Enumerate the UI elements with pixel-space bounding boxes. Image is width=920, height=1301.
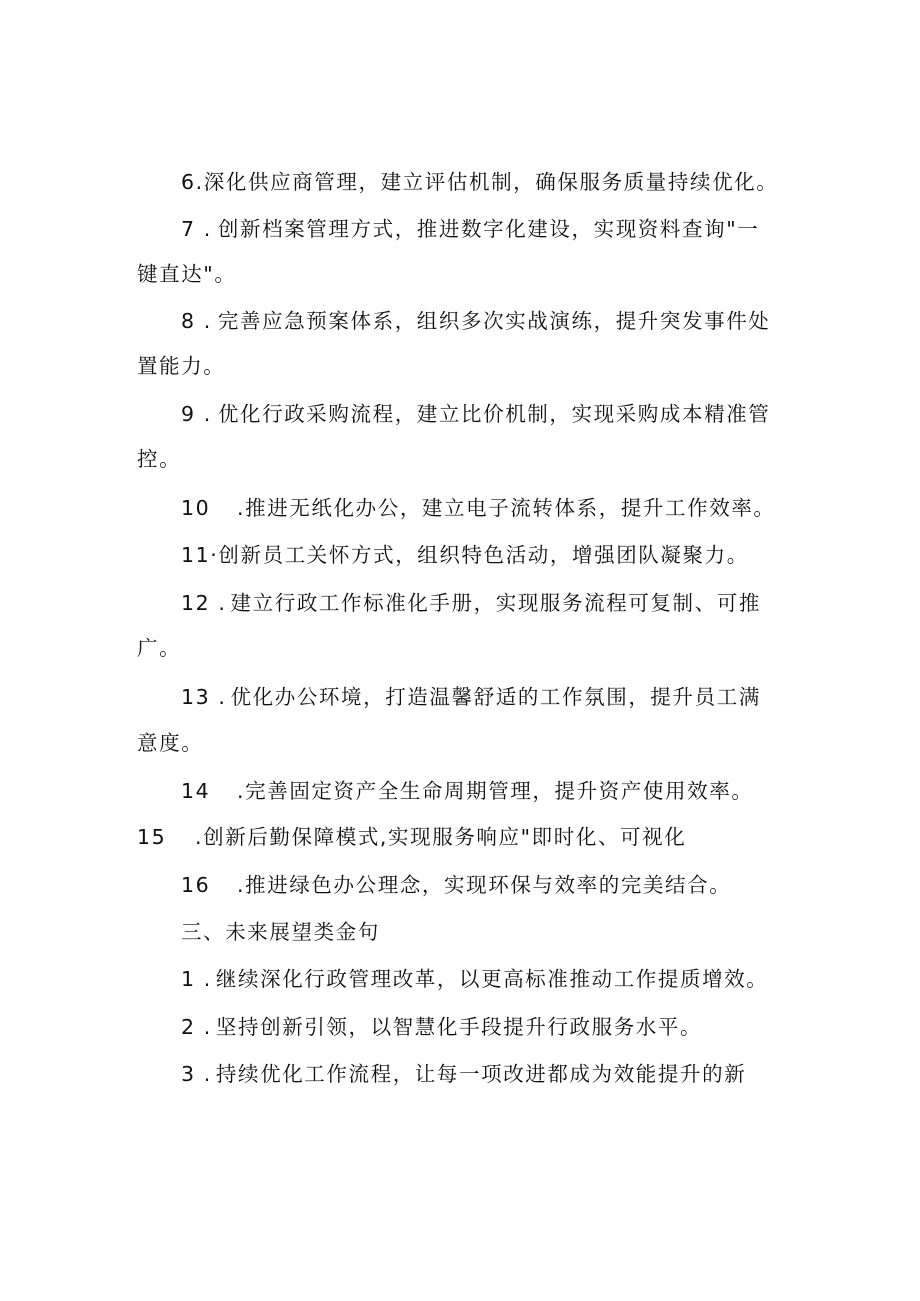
item-number: 14 <box>181 779 211 803</box>
item-number: 13 . <box>181 685 227 709</box>
list-item-9 <box>181 400 770 428</box>
list-item-12 <box>181 589 761 617</box>
item-number: 10 <box>181 496 211 520</box>
item-number: 7 . <box>181 217 212 241</box>
item-text: 广。 <box>137 636 182 660</box>
item-text: 创新员工关怀方式，组织特色活动，增强团队凝聚力。 <box>218 543 749 567</box>
item-number: 3 . <box>181 1062 212 1086</box>
list-item-13-continuation <box>137 729 203 757</box>
item-text: .推进绿色办公理念，实现环保与效率的完美结合。 <box>237 873 732 897</box>
item-text: .创新后勤保障模式,实现服务响应"即时化、可视化 <box>195 825 687 849</box>
item-text: 继续深化行政管理改革，以更高标准推动工作提质增效。 <box>215 967 769 991</box>
item-text: 坚持创新引领，以智慧化手段提升行政服务水平。 <box>215 1015 703 1039</box>
item-number: 9 . <box>181 402 212 426</box>
list-item-15 <box>137 823 686 851</box>
item-text: 创新档案管理方式，推进数字化建设，实现资料查询"一 <box>217 217 760 241</box>
list-item-10 <box>181 494 776 522</box>
item-text: 控。 <box>137 447 182 471</box>
future-item-1 <box>181 965 768 993</box>
future-item-2 <box>181 1013 702 1041</box>
item-text: 置能力。 <box>137 354 226 378</box>
list-item-6 <box>181 168 778 196</box>
list-item-11 <box>181 541 749 569</box>
item-text: .完善固定资产全生命周期管理，提升资产使用效率。 <box>237 779 754 803</box>
list-item-13 <box>181 683 761 711</box>
item-number: 6. <box>181 170 204 194</box>
item-text: 优化办公环境，打造温馨舒适的工作氛围，提升员工满 <box>230 685 761 709</box>
list-item-7 <box>181 215 759 243</box>
item-number: 1 . <box>181 967 212 991</box>
item-text: .推进无纸化办公，建立电子流转体系，提升工作效率。 <box>237 496 776 520</box>
item-text: 键直达"。 <box>137 262 237 286</box>
list-item-14 <box>181 777 753 805</box>
list-item-8 <box>181 307 770 335</box>
item-text: 优化行政采购流程，建立比价机制，实现采购成本精准管 <box>217 402 771 426</box>
item-number: 8 . <box>181 309 212 333</box>
item-number: 2 . <box>181 1015 212 1039</box>
item-number: 15 <box>137 825 167 849</box>
section-heading-text: 三、未来展望类金句 <box>181 920 380 944</box>
item-number: 12 . <box>181 591 227 615</box>
item-text: 持续优化工作流程，让每一项改进都成为效能提升的新 <box>215 1062 747 1086</box>
item-number: 16 <box>181 873 211 897</box>
item-text: 建立行政工作标准化手册，实现服务流程可复制、可推 <box>230 591 761 615</box>
list-item-16 <box>181 871 731 899</box>
list-item-7-continuation <box>137 260 236 288</box>
list-item-9-continuation <box>137 445 181 473</box>
list-item-8-continuation <box>137 352 225 380</box>
item-text: 完善应急预案体系，组织多次实战演练，提升突发事件处 <box>217 309 771 333</box>
item-text: 意度。 <box>137 731 204 755</box>
section-heading <box>181 918 380 946</box>
future-item-3 <box>181 1060 746 1088</box>
list-item-12-continuation <box>137 634 181 662</box>
item-number: 11· <box>181 543 219 567</box>
item-text: 深化供应商管理，建立评估机制，确保服务质量持续优化。 <box>203 170 779 194</box>
